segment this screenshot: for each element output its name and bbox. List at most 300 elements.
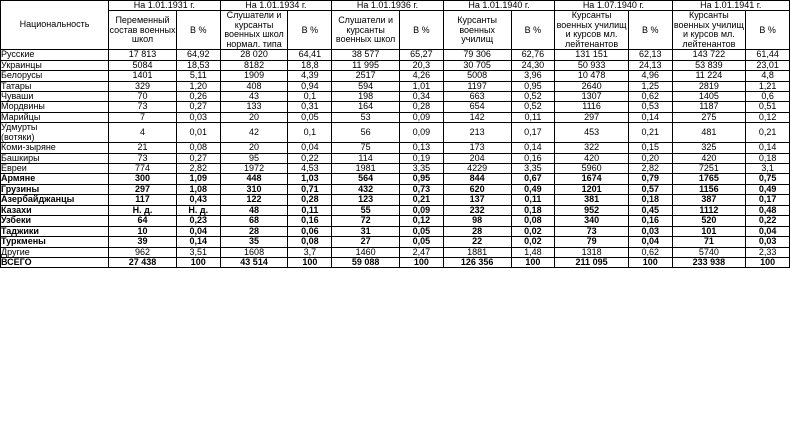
subheader-1931-percent: В % xyxy=(176,11,220,50)
cell-percent: 0,14 xyxy=(511,143,555,153)
cell-count: 481 xyxy=(672,123,746,143)
cell-count: 28 xyxy=(220,226,288,236)
cell-percent: 0,31 xyxy=(288,102,332,112)
cell-count: 48 xyxy=(220,205,288,215)
cell-count: 22 xyxy=(443,237,511,247)
table-row xyxy=(1,184,790,194)
cell-count: 21 xyxy=(109,143,177,153)
cell-percent: 0,16 xyxy=(288,216,332,226)
cell-count: 774 xyxy=(109,164,177,174)
cell-count: 420 xyxy=(672,153,746,163)
cell-count: 1909 xyxy=(220,71,288,81)
cell-percent: 24,30 xyxy=(511,60,555,70)
cell-percent: 0,49 xyxy=(746,184,790,194)
cell-count: 55 xyxy=(332,205,400,215)
cell-percent: 0,20 xyxy=(628,153,672,163)
cell-count: 408 xyxy=(220,81,288,91)
table-row xyxy=(1,50,790,60)
cell-count: 17 813 xyxy=(109,50,177,60)
table-total-row xyxy=(1,257,790,267)
cell-count: 204 xyxy=(443,153,511,163)
cell-count: 5960 xyxy=(555,164,629,174)
cell-percent: 24,13 xyxy=(628,60,672,70)
row-nationality-label: Армяне xyxy=(1,174,109,184)
cell-count: 123 xyxy=(332,195,400,205)
cell-count: 38 577 xyxy=(332,50,400,60)
cell-count: 53 xyxy=(332,112,400,122)
cell-percent: 4,96 xyxy=(628,71,672,81)
cell-percent: 0,16 xyxy=(628,216,672,226)
row-nationality-label: Украинцы xyxy=(1,60,109,70)
cell-count: 1187 xyxy=(672,102,746,112)
cell-count: 28 xyxy=(443,226,511,236)
cell-count: 1201 xyxy=(555,184,629,194)
cell-count: 10 478 xyxy=(555,71,629,81)
cell-count: 340 xyxy=(555,216,629,226)
cell-percent: 1,20 xyxy=(176,81,220,91)
cell-count: 325 xyxy=(672,143,746,153)
cell-percent: 0,23 xyxy=(176,216,220,226)
cell-percent: 0,21 xyxy=(628,123,672,143)
row-nationality-label: Русские xyxy=(1,50,109,60)
cell-count: 72 xyxy=(332,216,400,226)
cell-count: 448 xyxy=(220,174,288,184)
cell-percent: 0,02 xyxy=(511,226,555,236)
cell-count: 232 xyxy=(443,205,511,215)
cell-count: 844 xyxy=(443,174,511,184)
cell-count: 42 xyxy=(220,123,288,143)
cell-percent: 0,73 xyxy=(400,184,444,194)
row-nationality-label: Марийцы xyxy=(1,112,109,122)
cell-percent: 0,05 xyxy=(288,112,332,122)
cell-percent: 0,27 xyxy=(176,102,220,112)
cell-percent: 0,75 xyxy=(746,174,790,184)
cell-percent: 2,47 xyxy=(400,247,444,257)
header-row-groups xyxy=(1,1,790,11)
cell-count: 39 xyxy=(109,237,177,247)
cell-percent: 0,1 xyxy=(288,91,332,101)
cell-count: 75 xyxy=(332,143,400,153)
cell-percent: 1,01 xyxy=(400,81,444,91)
cell-count: 30 705 xyxy=(443,60,511,70)
cell-percent: 0,22 xyxy=(746,216,790,226)
row-nationality-label: Азербайджанцы xyxy=(1,195,109,205)
cell-count: 520 xyxy=(672,216,746,226)
cell-count: 1608 xyxy=(220,247,288,257)
cell-count: 43 514 xyxy=(220,257,288,267)
row-nationality-label: Туркмены xyxy=(1,237,109,247)
cell-percent: 0,52 xyxy=(511,91,555,101)
cell-percent: 0,28 xyxy=(288,195,332,205)
cell-count: 10 xyxy=(109,226,177,236)
cell-percent: 61,44 xyxy=(746,50,790,60)
cell-percent: 0,05 xyxy=(400,226,444,236)
cell-count: 211 095 xyxy=(555,257,629,267)
cell-count: 1197 xyxy=(443,81,511,91)
row-nationality-label: Грузины xyxy=(1,184,109,194)
group-header-1934: На 1.01.1934 г. xyxy=(220,1,332,11)
cell-count: 35 xyxy=(220,237,288,247)
row-nationality-label: Мордвины xyxy=(1,102,109,112)
cell-count: 71 xyxy=(672,237,746,247)
cell-count: 1674 xyxy=(555,174,629,184)
table-row xyxy=(1,153,790,163)
cell-count: 297 xyxy=(555,112,629,122)
cell-count: 4 xyxy=(109,123,177,143)
subheader-1941-percent: В % xyxy=(746,11,790,50)
cell-percent: 0,09 xyxy=(400,123,444,143)
cell-percent: 3,35 xyxy=(400,164,444,174)
row-nationality-label: Коми-зыряне xyxy=(1,143,109,153)
cell-count: 53 839 xyxy=(672,60,746,70)
cell-percent: 2,33 xyxy=(746,247,790,257)
cell-count: 114 xyxy=(332,153,400,163)
cell-percent: 0,15 xyxy=(628,143,672,153)
cell-count: 79 306 xyxy=(443,50,511,60)
cell-percent: 100 xyxy=(628,257,672,267)
cell-count: 1405 xyxy=(672,91,746,101)
cell-count: 663 xyxy=(443,91,511,101)
cell-count: 2517 xyxy=(332,71,400,81)
cell-count: 5740 xyxy=(672,247,746,257)
cell-count: 131 151 xyxy=(555,50,629,60)
cell-count: 300 xyxy=(109,174,177,184)
cell-percent: 0,09 xyxy=(400,112,444,122)
cell-percent: 0,27 xyxy=(176,153,220,163)
cell-count: 952 xyxy=(555,205,629,215)
cell-count: 198 xyxy=(332,91,400,101)
cell-percent: 1,03 xyxy=(288,174,332,184)
cell-percent: 0,53 xyxy=(628,102,672,112)
cell-percent: 0,03 xyxy=(176,112,220,122)
cell-percent: 0,43 xyxy=(176,195,220,205)
cell-percent: 0,08 xyxy=(511,216,555,226)
cell-percent: 0,04 xyxy=(628,237,672,247)
table-row xyxy=(1,174,790,184)
cell-percent: 1,08 xyxy=(176,184,220,194)
cell-count: 5008 xyxy=(443,71,511,81)
cell-percent: 0,03 xyxy=(746,237,790,247)
cell-count: 5084 xyxy=(109,60,177,70)
cell-count: 213 xyxy=(443,123,511,143)
cell-percent: 0,62 xyxy=(628,91,672,101)
cell-count: 133 xyxy=(220,102,288,112)
cell-count: 98 xyxy=(443,216,511,226)
cell-count: 310 xyxy=(220,184,288,194)
subheader-1941-count: Курсанты военных училищ и курсов мл. лейтенантов xyxy=(673,10,744,49)
cell-percent: 0,6 xyxy=(746,91,790,101)
cell-count: 70 xyxy=(109,91,177,101)
group-header-1941: На 1.01.1941 г. xyxy=(672,1,789,11)
table-row xyxy=(1,60,790,70)
cell-percent: 0,17 xyxy=(511,123,555,143)
table-row xyxy=(1,216,790,226)
cell-percent: 0,52 xyxy=(511,102,555,112)
cell-count: 7251 xyxy=(672,164,746,174)
cell-percent: 0,48 xyxy=(746,205,790,215)
table-row xyxy=(1,143,790,153)
table-row xyxy=(1,81,790,91)
cell-count: 962 xyxy=(109,247,177,257)
cell-count: 59 088 xyxy=(332,257,400,267)
cell-percent: 0,51 xyxy=(746,102,790,112)
cell-count: 11 224 xyxy=(672,71,746,81)
group-header-1940-jul: На 1.07.1940 г. xyxy=(555,1,672,11)
cell-percent: 4,26 xyxy=(400,71,444,81)
row-nationality-label: Башкиры xyxy=(1,153,109,163)
cell-percent: Н. д. xyxy=(176,205,220,215)
group-header-1936: На 1.01.1936 г. xyxy=(332,1,444,11)
cell-count: 387 xyxy=(672,195,746,205)
table-row xyxy=(1,71,790,81)
cell-count: 8182 xyxy=(220,60,288,70)
cell-percent: 0,14 xyxy=(628,112,672,122)
subheader-1934-percent: В % xyxy=(288,11,332,50)
cell-count: 73 xyxy=(109,153,177,163)
cell-percent: 3,1 xyxy=(746,164,790,174)
cell-count: 1307 xyxy=(555,91,629,101)
cell-count: 1981 xyxy=(332,164,400,174)
cell-percent: 0,79 xyxy=(628,174,672,184)
cell-percent: 100 xyxy=(746,257,790,267)
cell-percent: 0,95 xyxy=(400,174,444,184)
cell-percent: 0,09 xyxy=(400,205,444,215)
cell-percent: 0,67 xyxy=(511,174,555,184)
cell-percent: 0,03 xyxy=(628,226,672,236)
cell-count: 1156 xyxy=(672,184,746,194)
row-nationality-label: Белорусы xyxy=(1,71,109,81)
table-row xyxy=(1,205,790,215)
row-nationality-label: Узбеки xyxy=(1,216,109,226)
cell-percent: 100 xyxy=(400,257,444,267)
header-row-subcolumns xyxy=(1,11,790,50)
cell-count: 68 xyxy=(220,216,288,226)
cell-percent: 0,04 xyxy=(746,226,790,236)
cell-percent: 0,11 xyxy=(288,205,332,215)
cell-percent: 0,13 xyxy=(400,143,444,153)
cell-percent: 0,02 xyxy=(511,237,555,247)
cell-count: Н. д. xyxy=(109,205,177,215)
cell-percent: 64,41 xyxy=(288,50,332,60)
row-nationality-label: Другие xyxy=(1,247,109,257)
table-row xyxy=(1,102,790,112)
cell-percent: 0,22 xyxy=(288,153,332,163)
table-row xyxy=(1,226,790,236)
cell-percent: 1,25 xyxy=(628,81,672,91)
cell-count: 27 438 xyxy=(109,257,177,267)
cell-count: 31 xyxy=(332,226,400,236)
subheader-1940-jul-count: Курсанты военных училищ и курсов мл. лейтенантов xyxy=(556,10,627,49)
cell-count: 329 xyxy=(109,81,177,91)
cell-count: 164 xyxy=(332,102,400,112)
table-row xyxy=(1,91,790,101)
cell-count: 654 xyxy=(443,102,511,112)
cell-count: 101 xyxy=(672,226,746,236)
subheader-1936-percent: В % xyxy=(400,11,444,50)
row-nationality-label: Удмурты (вотяки) xyxy=(1,123,109,143)
cell-count: 1116 xyxy=(555,102,629,112)
cell-percent: 0,11 xyxy=(511,112,555,122)
cell-percent: 0,49 xyxy=(511,184,555,194)
cell-count: 126 356 xyxy=(443,257,511,267)
cell-count: 28 020 xyxy=(220,50,288,60)
cell-count: 142 xyxy=(443,112,511,122)
cell-percent: 0,14 xyxy=(176,237,220,247)
cell-count: 297 xyxy=(109,184,177,194)
cell-count: 564 xyxy=(332,174,400,184)
cell-percent: 5,11 xyxy=(176,71,220,81)
cell-percent: 0,16 xyxy=(511,153,555,163)
cell-percent: 3,7 xyxy=(288,247,332,257)
cell-count: 173 xyxy=(443,143,511,153)
cell-percent: 0,18 xyxy=(746,153,790,163)
table-row xyxy=(1,123,790,143)
subheader-1931-count: Переменный состав военных школ xyxy=(109,11,177,50)
cell-percent: 0,62 xyxy=(628,247,672,257)
cell-percent: 4,53 xyxy=(288,164,332,174)
cell-percent: 0,04 xyxy=(288,143,332,153)
subheader-1940-jul-percent: В % xyxy=(628,11,672,50)
corner-header: Национальность xyxy=(1,1,109,50)
cell-percent: 0,08 xyxy=(176,143,220,153)
group-header-1940-jan: На 1.01.1940 г. xyxy=(443,1,555,11)
cell-percent: 100 xyxy=(288,257,332,267)
table-body xyxy=(1,50,790,268)
subheader-1940-jan-percent: В % xyxy=(511,11,555,50)
cell-count: 50 933 xyxy=(555,60,629,70)
cell-count: 143 722 xyxy=(672,50,746,60)
cell-count: 1460 xyxy=(332,247,400,257)
subheader-1940-jan-count: Курсанты военных училищ xyxy=(443,11,511,50)
cell-count: 453 xyxy=(555,123,629,143)
cell-percent: 0,21 xyxy=(400,195,444,205)
cell-percent: 1,48 xyxy=(511,247,555,257)
cell-count: 381 xyxy=(555,195,629,205)
cell-count: 27 xyxy=(332,237,400,247)
cell-count: 2819 xyxy=(672,81,746,91)
cell-count: 275 xyxy=(672,112,746,122)
cell-percent: 0,21 xyxy=(746,123,790,143)
cell-percent: 0,05 xyxy=(400,237,444,247)
cell-count: 11 995 xyxy=(332,60,400,70)
cell-percent: 0,17 xyxy=(746,195,790,205)
cell-count: 95 xyxy=(220,153,288,163)
row-nationality-label: Казахи xyxy=(1,205,109,215)
cell-percent: 0,11 xyxy=(511,195,555,205)
cell-percent: 62,76 xyxy=(511,50,555,60)
cell-percent: 0,94 xyxy=(288,81,332,91)
cell-percent: 0,01 xyxy=(176,123,220,143)
subheader-1934-count: Слушатели и курсанты военных школ нормал. типа xyxy=(220,11,288,50)
cell-count: 56 xyxy=(332,123,400,143)
cell-percent: 65,27 xyxy=(400,50,444,60)
row-nationality-label: Татары xyxy=(1,81,109,91)
table-row xyxy=(1,237,790,247)
cell-percent: 0,12 xyxy=(400,216,444,226)
cell-percent: 0,04 xyxy=(176,226,220,236)
cell-count: 79 xyxy=(555,237,629,247)
row-nationality-label: Евреи xyxy=(1,164,109,174)
row-nationality-label: Таджики xyxy=(1,226,109,236)
cell-count: 4229 xyxy=(443,164,511,174)
cell-percent: 0,57 xyxy=(628,184,672,194)
cell-percent: 3,51 xyxy=(176,247,220,257)
cell-percent: 0,08 xyxy=(288,237,332,247)
cell-count: 420 xyxy=(555,153,629,163)
cell-count: 1401 xyxy=(109,71,177,81)
cell-percent: 0,45 xyxy=(628,205,672,215)
cell-percent: 4,8 xyxy=(746,71,790,81)
table-row xyxy=(1,195,790,205)
subheader-1936-count: Слушатели и курсанты военных школ xyxy=(332,11,400,50)
cell-percent: 64,92 xyxy=(176,50,220,60)
cell-percent: 23,01 xyxy=(746,60,790,70)
cell-percent: 1,09 xyxy=(176,174,220,184)
cell-count: 322 xyxy=(555,143,629,153)
cell-percent: 100 xyxy=(511,257,555,267)
table-row xyxy=(1,112,790,122)
cell-count: 594 xyxy=(332,81,400,91)
cell-percent: 18,53 xyxy=(176,60,220,70)
cell-percent: 0,1 xyxy=(288,123,332,143)
cell-count: 620 xyxy=(443,184,511,194)
cell-count: 7 xyxy=(109,112,177,122)
cell-count: 1765 xyxy=(672,174,746,184)
cell-percent: 0,34 xyxy=(400,91,444,101)
cell-percent: 4,39 xyxy=(288,71,332,81)
cell-count: 137 xyxy=(443,195,511,205)
cell-count: 117 xyxy=(109,195,177,205)
cell-percent: 0,14 xyxy=(746,143,790,153)
cell-count: 1972 xyxy=(220,164,288,174)
cell-percent: 0,12 xyxy=(746,112,790,122)
cell-percent: 0,71 xyxy=(288,184,332,194)
cell-percent: 0,18 xyxy=(628,195,672,205)
cell-percent: 2,82 xyxy=(176,164,220,174)
cell-count: 1112 xyxy=(672,205,746,215)
row-nationality-label: Чуваши xyxy=(1,91,109,101)
cell-percent: 100 xyxy=(176,257,220,267)
cell-percent: 0,26 xyxy=(176,91,220,101)
cell-percent: 1,21 xyxy=(746,81,790,91)
row-nationality-label: ВСЕГО xyxy=(1,257,109,267)
cell-count: 122 xyxy=(220,195,288,205)
cell-count: 64 xyxy=(109,216,177,226)
cell-percent: 18,8 xyxy=(288,60,332,70)
cell-count: 73 xyxy=(555,226,629,236)
cell-count: 233 938 xyxy=(672,257,746,267)
cell-percent: 62,13 xyxy=(628,50,672,60)
cell-percent: 2,82 xyxy=(628,164,672,174)
cell-count: 432 xyxy=(332,184,400,194)
cell-percent: 20,3 xyxy=(400,60,444,70)
cell-count: 73 xyxy=(109,102,177,112)
cell-percent: 3,96 xyxy=(511,71,555,81)
cell-percent: 0,28 xyxy=(400,102,444,112)
cell-percent: 0,18 xyxy=(511,205,555,215)
cell-count: 1881 xyxy=(443,247,511,257)
cell-count: 20 xyxy=(220,143,288,153)
cell-count: 43 xyxy=(220,91,288,101)
cell-percent: 0,06 xyxy=(288,226,332,236)
group-header-1931: На 1.01.1931 г. xyxy=(109,1,221,11)
cell-count: 20 xyxy=(220,112,288,122)
table-row xyxy=(1,164,790,174)
cell-percent: 3,35 xyxy=(511,164,555,174)
cell-count: 1318 xyxy=(555,247,629,257)
cell-percent: 0,19 xyxy=(400,153,444,163)
cell-percent: 0,95 xyxy=(511,81,555,91)
